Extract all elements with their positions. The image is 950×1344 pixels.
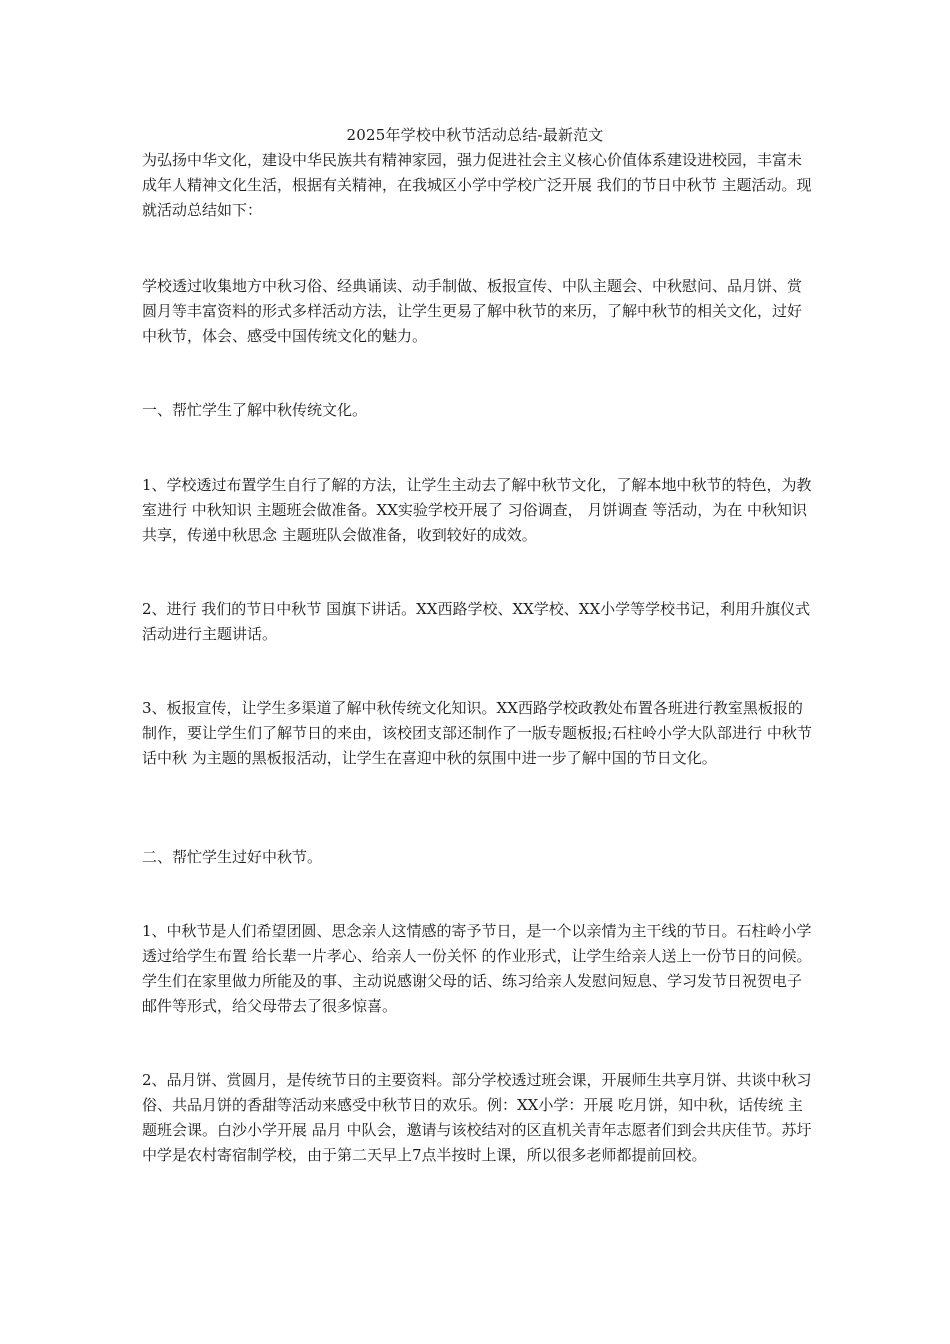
paragraph-overview: 学校透过收集地方中秋习俗、经典诵读、动手制做、板报宣传、中队主题会、中秋慰问、品月饼、赏圆月等丰富资料的形式多样活动方法，让学生更易了解中秋节的来历，了解中秋节的相关文化，过好中秋节，体会、感受中国传统文化的魅力。 [142, 277, 803, 345]
paragraph-1-3: 3、板报宣传，让学生多渠道了解中秋传统文化知识。XX西路学校政教处布置各班进行教室黑板报的制作，要让学生们了解节日的来由，该校团支部还制作了一版专题板报;石柱岭小学大队部进行 中秋节话中秋 为主题的黑板报活动，让学生在喜迎中秋的氛围中进一步了解中国的节日文化。 [142, 699, 812, 767]
document-title: 2025年学校中秋节活动总结-最新范文 [346, 126, 604, 144]
paragraph-intro: 为弘扬中华文化，建设中华民族共有精神家园，强力促进社会主义核心价值体系建设进校园，丰富未成年人精神文化生活，根据有关精神，在我城区小学中学校广泛开展 我们的节日中秋节 主题活动。现就活动总结如下： [142, 151, 812, 219]
paragraph-1-1: 1、学校透过布置学生自行了解的方法，让学生主动去了解中秋节文化，了解本地中秋节的特色，为教室进行 中秋知识 主题班会做准备。XX实验学校开展了 习俗调查， 月饼调查 等活动，为在 中秋知识共享，传递中秋思念 主题班队会做准备，收到较好的成效。 [142, 476, 812, 544]
section-heading-2: 二、帮忙学生过好中秋节。 [142, 848, 323, 866]
paragraph-1-2: 2、进行 我们的节日中秋节 国旗下讲话。XX西路学校、XX学校、XX小学等学校书记，利用升旗仪式活动进行主题讲话。 [142, 600, 811, 643]
section-heading-1: 一、帮忙学生了解中秋传统文化。 [142, 401, 368, 419]
paragraph-2-2: 2、品月饼、赏圆月，是传统节日的主要资料。部分学校透过班会课，开展师生共享月饼、共谈中秋习俗、共品月饼的香甜等活动来感受中秋节日的欢乐。例：XX小学：开展 吃月饼，知中秋，话传统 主题班会课。白沙小学开展 品月 中队会，邀请与该校结对的区直机关青年志愿者们到会共庆佳节。苏圩中学是农村寄宿制学校，由于第二天早上7点半按时上课，所以很多老师都提前回校。 [142, 1071, 812, 1164]
paragraph-2-1: 1、中秋节是人们希望团圆、思念亲人这情感的寄予节日，是一个以亲情为主干线的节日。石柱岭小学透过给学生布置 给长辈一片孝心、给亲人一份关怀 的作业形式，让学生给亲人送上一份节日的问候。学生们在家里做力所能及的事、主动说感谢父母的话、练习给亲人发慰问短息、学习发节日祝贺电子邮件等形式，给父母带去了很多惊喜。 [142, 922, 812, 1015]
